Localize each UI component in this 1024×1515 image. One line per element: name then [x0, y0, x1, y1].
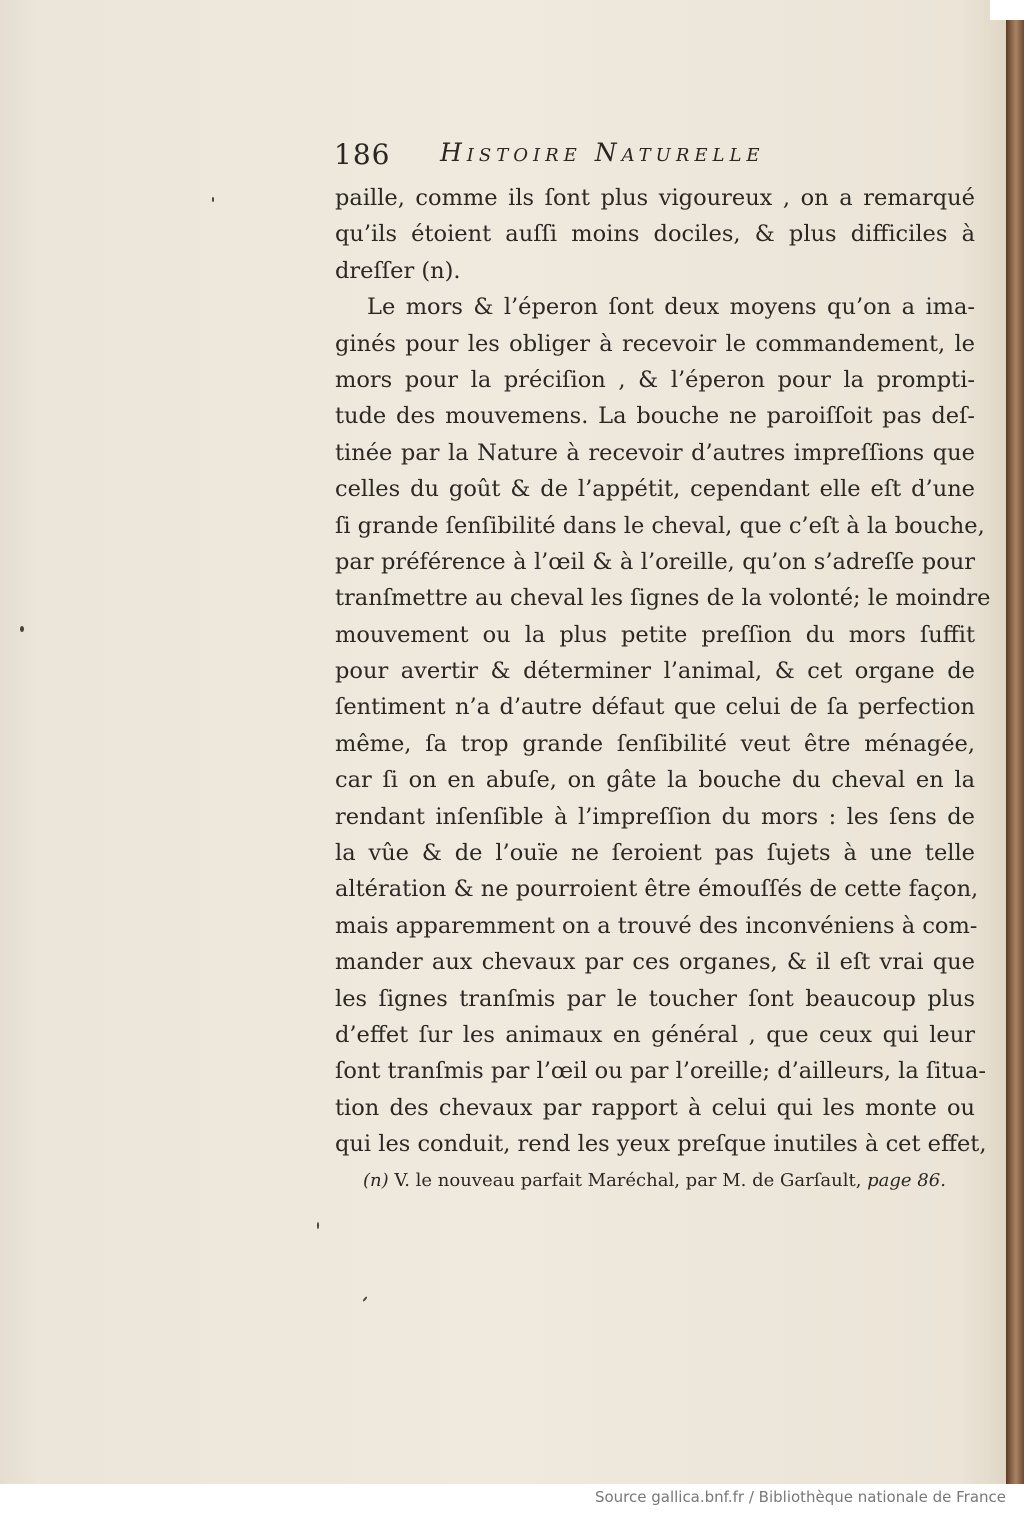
text-line: pour avertir & déterminer l’animal, & cet organe de [335, 658, 975, 685]
footnote-text: V. le nouveau parfait Maréchal, par M. de Garſault, [388, 1170, 868, 1191]
text-line: mander aux chevaux par ces organes, & il eſt vrai que [335, 949, 975, 976]
body-text [335, 180, 991, 1163]
text-line: ſentiment n’a d’autre défaut que celui de ſa perfection [335, 694, 975, 721]
text-line: mais apparemment on a trouvé des inconvéniens à com- [335, 912, 978, 939]
text-line: qui les conduit, rend les yeux preſque inutiles à cet effet, [335, 1131, 987, 1158]
text-line: dreſſer (n). [335, 257, 461, 284]
text-line: tion des chevaux par rapport à celui qui les monte ou [335, 1094, 975, 1121]
ink-speck [362, 1296, 367, 1302]
text-line: les ſignes tranſmis par le toucher ſont beaucoup plus [335, 985, 975, 1012]
text-line: altération & ne pourroient être émouſſés de cette façon, [335, 876, 979, 903]
page-number: 186 [334, 138, 391, 171]
text-line: tinée par la Nature à recevoir d’autres impreſſions que [335, 439, 975, 466]
text-line: mouvement ou la plus petite preſſion du mors ſuffit [335, 621, 975, 648]
running-title: Histoire Naturelle [440, 138, 765, 167]
text-line: tude des mouvemens. La bouche ne paroiſſoit pas deſ- [335, 403, 975, 430]
ink-speck [20, 626, 24, 632]
text-line: la vûe & de l’ouïe ne ſeroient pas ſujets à une telle [335, 840, 975, 867]
text-line: paille, comme ils ſont plus vigoureux , on a remarqué [335, 185, 975, 211]
text-line: par préférence à l’œil & à l’oreille, qu’on s’adreſſe pour [335, 548, 975, 575]
text-line: Le mors & l’éperon ſont deux moyens qu’on a ima- [367, 294, 975, 321]
text-line: d’effet ſur les animaux en général , que ceux qui leur [335, 1021, 975, 1048]
text-line: qu’ils étoient auſſi moins dociles, & plus difficiles à [335, 221, 975, 248]
text-line: car ſi on en abuſe, on gâte la bouche du cheval en la [335, 767, 975, 794]
text-line: ginés pour les obliger à recevoir le commandement, le [335, 330, 975, 357]
text-line: tranſmettre au cheval les ſignes de la volonté; le moindre [335, 585, 991, 612]
footnote-marker: (n) [363, 1170, 389, 1191]
ink-speck [317, 1222, 319, 1229]
text-line: ſi grande ſenſibilité dans le cheval, que c’eſt à la bouche, [335, 512, 985, 539]
text-line: ſont tranſmis par l’œil ou par l’oreille; d’ailleurs, la ſitua- [335, 1058, 987, 1085]
text-line: rendant inſenſible à l’impreſſion du mors : les ſens de [335, 803, 975, 830]
text-line: même, ſa trop grande ſenſibilité veut être ménagée, [335, 730, 975, 757]
text-line: mors pour la préciſion , & l’éperon pour la prompti- [335, 366, 975, 393]
scan-margin [990, 0, 1024, 20]
running-head [334, 138, 974, 178]
footnote-page-ref: page 86. [867, 1170, 946, 1191]
book-binding-edge [1006, 0, 1024, 1484]
footnote [363, 1170, 975, 1191]
ink-speck [212, 197, 214, 202]
source-credit: Source gallica.bnf.fr / Bibliothèque nationale de France [594, 1488, 1006, 1506]
text-line: celles du goût & de l’appétit, cependant elle eſt d’une [335, 476, 975, 503]
